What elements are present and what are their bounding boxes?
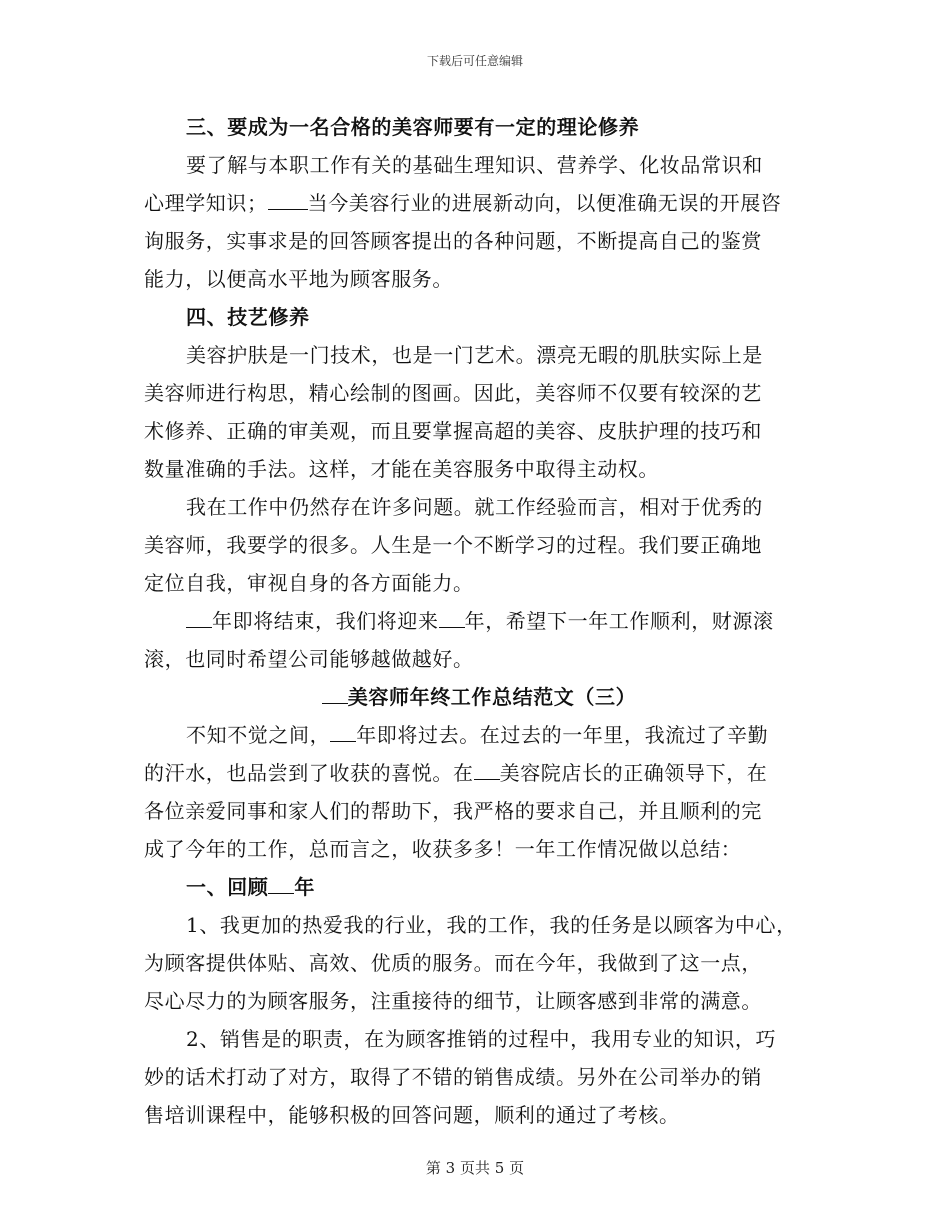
text-fragment: 年即将过去。在过去的一年里，我流过了辛勤 [356, 723, 769, 747]
paragraph-line: 1、我更加的热爱我的行业，我的工作，我的任务是以顾客为中心， [186, 913, 797, 937]
fill-blank [268, 193, 308, 210]
paragraph-line: 为顾客提供体贴、高效、优质的服务。而在今年，我做到了这一点， [144, 951, 762, 975]
paragraph-line [144, 754, 814, 792]
page-header: 下载后可任意编辑 [426, 54, 523, 68]
paragraph-line: 各位亲爱同事和家人们的帮助下，我严格的要求自己，并且顺利的完 [144, 799, 762, 823]
text-fragment: 美容院店长的正确领导下，在 [499, 761, 768, 785]
paragraph-line: 询服务，实事求是的回答顾客提出的各种问题，不断提高自己的鉴赏 [144, 229, 762, 253]
document-body [144, 108, 814, 1134]
text-fragment: 当今美容行业的进展新动向，以便准确无误的开展咨 [307, 191, 782, 215]
essay-title-text: 美容师年终工作总结范文（三） [347, 685, 637, 709]
paragraph-line [144, 716, 814, 754]
paragraph-line: 售培训课程中，能够积极的回答问题，顺利的通过了考核。 [144, 1103, 680, 1127]
subsection-heading [144, 868, 814, 906]
paragraph-line: 尽心尽力的为顾客服务，注重接待的细节，让顾客感到非常的满意。 [144, 989, 762, 1013]
paragraph-line: 美容护肤是一门技术，也是一门艺术。漂亮无暇的肌肤实际上是 [186, 343, 763, 367]
page-footer: 第 3 页共 5 页 [425, 1159, 525, 1177]
paragraph-line: 妙的话术打动了对方，取得了不错的销售成绩。另外在公司举办的销 [144, 1065, 762, 1089]
paragraph-line: 美容师进行构思，精心绘制的图画。因此，美容师不仅要有较深的艺 [144, 381, 762, 405]
paragraph-line [144, 184, 814, 222]
text-fragment: 的汗水，也品尝到了收获的喜悦。在 [144, 761, 474, 785]
paragraph-line: 数量准确的手法。这样，才能在美容服务中取得主动权。 [144, 457, 659, 481]
paragraph-line: 定位自我，审视自身的各方面能力。 [144, 571, 474, 595]
text-fragment: 心理学知识； [144, 191, 268, 215]
section-heading-4: 四、技艺修养 [186, 305, 310, 329]
text-fragment: 不知不觉之间， [186, 723, 331, 747]
paragraph-line: 滚，也同时希望公司能够越做越好。 [144, 647, 474, 671]
paragraph-line: 能力，以便高水平地为顾客服务。 [144, 267, 453, 291]
paragraph-line: 术修养、正确的审美观，而且要掌握高超的美容、皮肤护理的技巧和 [144, 419, 762, 443]
fill-blank [330, 725, 356, 742]
heading-text: 一、回顾 [186, 875, 269, 899]
paragraph-line [144, 602, 814, 640]
text-fragment: 年即将结束，我们将迎来 [212, 609, 439, 633]
paragraph-line: 美容师，我要学的很多。人生是一个不断学习的过程。我们要正确地 [144, 533, 762, 557]
section-heading-3: 三、要成为一名合格的美容师要有一定的理论修养 [186, 115, 640, 139]
fill-blank [268, 877, 294, 894]
fill-blank [474, 763, 500, 780]
text-fragment: 年，希望下一年工作顺利，财源滚 [464, 609, 774, 633]
fill-blank [439, 611, 465, 628]
paragraph-line: 我在工作中仍然存在许多问题。就工作经验而言，相对于优秀的 [186, 495, 763, 519]
heading-text: 年 [294, 875, 316, 899]
essay-title [144, 678, 814, 716]
paragraph-line: 成了今年的工作，总而言之，收获多多！一年工作情况做以总结： [144, 837, 742, 861]
paragraph-line: 2、销售是的职责，在为顾客推销的过程中，我用专业的知识，巧 [186, 1027, 777, 1051]
fill-blank [186, 611, 212, 628]
paragraph-line: 要了解与本职工作有关的基础生理知识、营养学、化妆品常识和 [186, 153, 763, 177]
fill-blank [322, 687, 348, 704]
